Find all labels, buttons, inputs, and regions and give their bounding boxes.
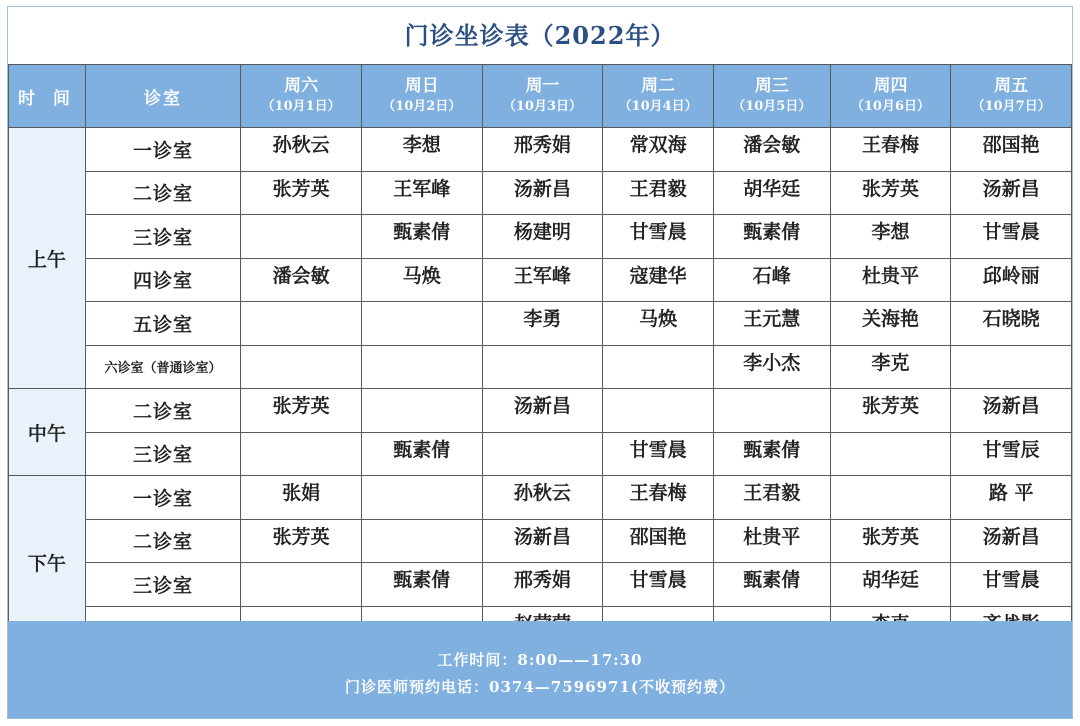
doctor-cell: 汤新昌 xyxy=(951,519,1072,563)
doctor-cell xyxy=(361,389,482,433)
schedule-row xyxy=(9,302,1072,346)
doctor-cell: 石晓晓 xyxy=(951,302,1072,346)
doctor-cell: 孙秋云 xyxy=(482,476,603,520)
schedule-row xyxy=(9,432,1072,476)
doctor-cell: 甘雪晨 xyxy=(603,563,714,607)
period-label: 中午 xyxy=(9,389,86,476)
room-name: 一诊室 xyxy=(85,128,241,172)
doctor-cell: 潘会敏 xyxy=(241,258,362,302)
room-name: 一诊室 xyxy=(85,476,241,520)
schedule-row xyxy=(9,128,1072,172)
doctor-cell: 甘雪辰 xyxy=(951,432,1072,476)
room-name: 五诊室 xyxy=(85,302,241,346)
doctor-cell: 寇建华 xyxy=(603,258,714,302)
working-hours: 工作时间：8:00——17:30 xyxy=(437,651,643,669)
doctor-cell: 石峰 xyxy=(713,258,830,302)
doctor-cell: 邵国艳 xyxy=(603,519,714,563)
doctor-cell: 李想 xyxy=(830,215,951,259)
header-time: 时 间 xyxy=(9,65,86,128)
doctor-cell: 汤新昌 xyxy=(482,389,603,433)
doctor-cell: 王春梅 xyxy=(830,128,951,172)
doctor-cell xyxy=(241,345,362,389)
header-day: 周三 （10月5日） xyxy=(713,65,830,128)
header-day: 周五 （10月7日） xyxy=(951,65,1072,128)
schedule-row xyxy=(9,389,1072,433)
doctor-cell xyxy=(361,519,482,563)
doctor-cell: 甘雪晨 xyxy=(603,432,714,476)
schedule-row xyxy=(9,563,1072,607)
doctor-cell: 汤新昌 xyxy=(482,519,603,563)
doctor-cell xyxy=(482,432,603,476)
doctor-cell xyxy=(951,345,1072,389)
doctor-cell: 邱岭丽 xyxy=(951,258,1072,302)
doctor-cell: 甄素倩 xyxy=(361,215,482,259)
doctor-cell: 甄素倩 xyxy=(713,432,830,476)
appointment-phone: 门诊医师预约电话：0374—7596971(不收预约费） xyxy=(345,678,735,696)
doctor-cell: 王军峰 xyxy=(482,258,603,302)
doctor-cell xyxy=(241,563,362,607)
doctor-cell xyxy=(361,302,482,346)
doctor-cell: 李勇 xyxy=(482,302,603,346)
header-day: 周一 （10月3日） xyxy=(482,65,603,128)
doctor-cell: 王元慧 xyxy=(713,302,830,346)
doctor-cell: 王君毅 xyxy=(603,171,714,215)
period-label: 上午 xyxy=(9,128,86,389)
schedule-body xyxy=(9,128,1072,650)
room-name: 四诊室 xyxy=(85,258,241,302)
doctor-cell: 甘雪晨 xyxy=(603,215,714,259)
schedule-frame xyxy=(7,6,1073,719)
room-name: 二诊室 xyxy=(85,519,241,563)
room-name: 六诊室（普通诊室） xyxy=(85,345,241,389)
doctor-cell: 张芳英 xyxy=(241,519,362,563)
schedule-row xyxy=(9,171,1072,215)
header-day: 周四 （10月6日） xyxy=(830,65,951,128)
room-name: 三诊室 xyxy=(85,215,241,259)
room-name: 二诊室 xyxy=(85,389,241,433)
doctor-cell: 张芳英 xyxy=(241,389,362,433)
doctor-cell: 马焕 xyxy=(603,302,714,346)
doctor-cell: 邵国艳 xyxy=(951,128,1072,172)
schedule-row xyxy=(9,215,1072,259)
doctor-cell xyxy=(241,432,362,476)
doctor-cell xyxy=(241,215,362,259)
doctor-cell: 王君毅 xyxy=(713,476,830,520)
doctor-cell: 路 平 xyxy=(951,476,1072,520)
doctor-cell: 王春梅 xyxy=(603,476,714,520)
header-day: 周二 （10月4日） xyxy=(603,65,714,128)
doctor-cell xyxy=(603,389,714,433)
doctor-cell: 胡华廷 xyxy=(713,171,830,215)
doctor-cell: 孙秋云 xyxy=(241,128,362,172)
header-row xyxy=(9,65,1072,128)
doctor-cell: 邢秀娟 xyxy=(482,563,603,607)
header-room: 诊室 xyxy=(85,65,241,128)
header-day: 周日 （10月2日） xyxy=(361,65,482,128)
room-name: 三诊室 xyxy=(85,432,241,476)
doctor-cell: 常双海 xyxy=(603,128,714,172)
doctor-cell: 杨建明 xyxy=(482,215,603,259)
doctor-cell: 汤新昌 xyxy=(482,171,603,215)
doctor-cell xyxy=(482,345,603,389)
doctor-cell xyxy=(830,432,951,476)
doctor-cell: 关海艳 xyxy=(830,302,951,346)
doctor-cell xyxy=(361,345,482,389)
schedule-row xyxy=(9,258,1072,302)
doctor-cell: 邢秀娟 xyxy=(482,128,603,172)
doctor-cell: 张娟 xyxy=(241,476,362,520)
doctor-cell xyxy=(361,476,482,520)
period-label: 下午 xyxy=(9,476,86,650)
doctor-cell xyxy=(830,476,951,520)
page-title: 门诊坐诊表（2022年） xyxy=(404,21,676,50)
doctor-cell: 马焕 xyxy=(361,258,482,302)
doctor-cell xyxy=(241,302,362,346)
doctor-cell: 杜贵平 xyxy=(713,519,830,563)
doctor-cell xyxy=(603,345,714,389)
doctor-cell: 甘雪晨 xyxy=(951,563,1072,607)
schedule-table xyxy=(8,64,1072,650)
schedule-row xyxy=(9,345,1072,389)
doctor-cell: 甄素倩 xyxy=(361,563,482,607)
doctor-cell: 张芳英 xyxy=(830,519,951,563)
schedule-row xyxy=(9,519,1072,563)
doctor-cell: 李想 xyxy=(361,128,482,172)
doctor-cell: 汤新昌 xyxy=(951,171,1072,215)
doctor-cell: 张芳英 xyxy=(241,171,362,215)
doctor-cell: 甘雪晨 xyxy=(951,215,1072,259)
room-name: 三诊室 xyxy=(85,563,241,607)
doctor-cell: 甄素倩 xyxy=(713,563,830,607)
doctor-cell: 王军峰 xyxy=(361,171,482,215)
doctor-cell: 杜贵平 xyxy=(830,258,951,302)
room-name: 二诊室 xyxy=(85,171,241,215)
doctor-cell: 汤新昌 xyxy=(951,389,1072,433)
footer-banner xyxy=(8,621,1072,718)
doctor-cell: 李克 xyxy=(830,345,951,389)
doctor-cell: 张芳英 xyxy=(830,171,951,215)
schedule-row xyxy=(9,476,1072,520)
doctor-cell: 甄素倩 xyxy=(713,215,830,259)
doctor-cell xyxy=(713,389,830,433)
doctor-cell: 潘会敏 xyxy=(713,128,830,172)
header-day: 周六 （10月1日） xyxy=(241,65,362,128)
doctor-cell: 张芳英 xyxy=(830,389,951,433)
doctor-cell: 胡华廷 xyxy=(830,563,951,607)
doctor-cell: 李小杰 xyxy=(713,345,830,389)
doctor-cell: 甄素倩 xyxy=(361,432,482,476)
